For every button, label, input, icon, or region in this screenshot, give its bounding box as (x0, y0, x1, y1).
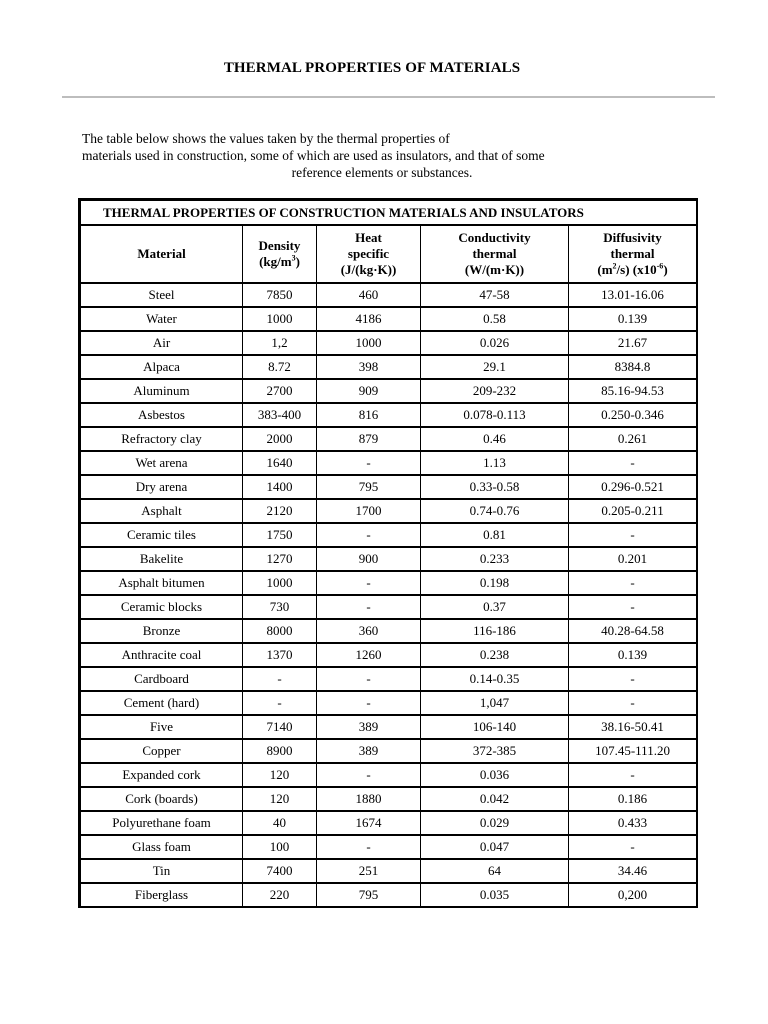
cell-material: Expanded cork (81, 763, 243, 787)
cell-conductivity: 0.33-0.58 (421, 475, 569, 499)
cell-material: Asbestos (81, 403, 243, 427)
cell-diffusivity: 21.67 (569, 331, 697, 355)
table-row (81, 499, 697, 523)
cell-material: Five (81, 715, 243, 739)
cell-specific-heat: - (317, 595, 421, 619)
cell-diffusivity: 40.28-64.58 (569, 619, 697, 643)
cell-density: 1750 (243, 523, 317, 547)
cell-diffusivity: - (569, 451, 697, 475)
cell-conductivity: 0.46 (421, 427, 569, 451)
cell-material: Copper (81, 739, 243, 763)
cell-diffusivity: 38.16-50.41 (569, 715, 697, 739)
header-diff-unit-a: (m (597, 262, 613, 277)
header-cond-line2: thermal (472, 246, 517, 261)
intro-line-3: reference elements or substances. (291, 165, 473, 180)
table-row (81, 835, 697, 859)
cell-conductivity: 0.81 (421, 523, 569, 547)
header-heat-line2: specific (347, 246, 390, 261)
table-row (81, 307, 697, 331)
cell-material: Asphalt bitumen (81, 571, 243, 595)
table-row (81, 691, 697, 715)
header-diff-unit-sup1: 2 (612, 261, 617, 271)
cell-specific-heat: 795 (317, 883, 421, 907)
cell-diffusivity: 0,200 (569, 883, 697, 907)
cell-diffusivity: 0.433 (569, 811, 697, 835)
cell-material: Air (81, 331, 243, 355)
table-row (81, 451, 697, 475)
table-row (81, 643, 697, 667)
table-row (81, 763, 697, 787)
thermal-properties-table-frame (78, 198, 698, 908)
header-heat-line3: (J/(kg·K)) (340, 262, 397, 277)
table-caption: THERMAL PROPERTIES OF CONSTRUCTION MATERIALS AND INSULATORS (81, 201, 697, 226)
table-row (81, 859, 697, 883)
document-title: THERMAL PROPERTIES OF MATERIALS (223, 60, 521, 76)
cell-specific-heat: 398 (317, 355, 421, 379)
header-cond-line3: (W/(m·K)) (464, 262, 525, 277)
cell-diffusivity: 0.201 (569, 547, 697, 571)
cell-specific-heat: - (317, 571, 421, 595)
cell-density: 220 (243, 883, 317, 907)
table-caption-row (81, 201, 697, 226)
cell-diffusivity: - (569, 763, 697, 787)
cell-density: 1000 (243, 571, 317, 595)
cell-density: 1,2 (243, 331, 317, 355)
cell-specific-heat: 4186 (317, 307, 421, 331)
cell-conductivity: 47-58 (421, 283, 569, 307)
cell-material: Glass foam (81, 835, 243, 859)
cell-material: Cork (boards) (81, 787, 243, 811)
table-row (81, 547, 697, 571)
header-diff-unit-b: /s) (x10 (616, 262, 657, 277)
cell-density: 7850 (243, 283, 317, 307)
cell-conductivity: 0.14-0.35 (421, 667, 569, 691)
cell-conductivity: 0.047 (421, 835, 569, 859)
cell-diffusivity: 13.01-16.06 (569, 283, 697, 307)
table-row (81, 595, 697, 619)
header-density-unit-b: ) (295, 254, 300, 269)
cell-specific-heat: 1700 (317, 499, 421, 523)
cell-specific-heat: 795 (317, 475, 421, 499)
header-diff-unit-c: ) (663, 262, 668, 277)
cell-density: 7140 (243, 715, 317, 739)
cell-density: 1640 (243, 451, 317, 475)
cell-material: Polyurethane foam (81, 811, 243, 835)
table-row (81, 883, 697, 907)
cell-material: Refractory clay (81, 427, 243, 451)
cell-conductivity: 0.58 (421, 307, 569, 331)
header-density-line1: Density (258, 238, 301, 253)
cell-material: Alpaca (81, 355, 243, 379)
cell-conductivity: 0.035 (421, 883, 569, 907)
cell-material: Cardboard (81, 667, 243, 691)
table-row (81, 787, 697, 811)
cell-diffusivity: - (569, 571, 697, 595)
cell-material: Cement (hard) (81, 691, 243, 715)
cell-conductivity: 0.238 (421, 643, 569, 667)
cell-density: 8.72 (243, 355, 317, 379)
cell-material: Bronze (81, 619, 243, 643)
cell-diffusivity: 85.16-94.53 (569, 379, 697, 403)
cell-density: 8900 (243, 739, 317, 763)
table-row (81, 739, 697, 763)
cell-density: 100 (243, 835, 317, 859)
cell-density: 2000 (243, 427, 317, 451)
cell-specific-heat: 1000 (317, 331, 421, 355)
cell-material: Asphalt (81, 499, 243, 523)
header-specific-heat (317, 225, 421, 283)
cell-density: - (243, 667, 317, 691)
cell-diffusivity: 34.46 (569, 859, 697, 883)
cell-conductivity: 0.042 (421, 787, 569, 811)
table-row (81, 619, 697, 643)
header-heat-line1: Heat (355, 230, 382, 245)
table-row (81, 667, 697, 691)
cell-conductivity: 116-186 (421, 619, 569, 643)
cell-diffusivity: 0.205-0.211 (569, 499, 697, 523)
header-material-label: Material (137, 246, 186, 261)
cell-specific-heat: 879 (317, 427, 421, 451)
intro-line-1: The table below shows the values taken by the thermal properties of (82, 131, 450, 146)
cell-diffusivity: - (569, 835, 697, 859)
header-material (81, 225, 243, 283)
header-thermal-conductivity (421, 225, 569, 283)
cell-material: Ceramic tiles (81, 523, 243, 547)
cell-conductivity: 0.37 (421, 595, 569, 619)
header-density (243, 225, 317, 283)
cell-conductivity: 372-385 (421, 739, 569, 763)
cell-density: 7400 (243, 859, 317, 883)
cell-material: Water (81, 307, 243, 331)
cell-conductivity: 0.74-0.76 (421, 499, 569, 523)
cell-material: Tin (81, 859, 243, 883)
table-row (81, 427, 697, 451)
table-row (81, 355, 697, 379)
cell-density: 1370 (243, 643, 317, 667)
cell-density: 120 (243, 763, 317, 787)
cell-conductivity: 1.13 (421, 451, 569, 475)
cell-conductivity: 0.233 (421, 547, 569, 571)
cell-specific-heat: 1260 (317, 643, 421, 667)
table-row (81, 571, 697, 595)
cell-specific-heat: 909 (317, 379, 421, 403)
cell-specific-heat: - (317, 835, 421, 859)
cell-density: 2120 (243, 499, 317, 523)
table-row (81, 403, 697, 427)
intro-paragraph (82, 130, 682, 181)
cell-diffusivity: 0.261 (569, 427, 697, 451)
header-density-unit-sup: 3 (291, 253, 296, 263)
cell-diffusivity: 0.186 (569, 787, 697, 811)
cell-conductivity: 106-140 (421, 715, 569, 739)
horizontal-divider (62, 96, 715, 98)
header-diff-unit-sup2: -6 (656, 261, 664, 271)
cell-diffusivity: - (569, 667, 697, 691)
table-row (81, 811, 697, 835)
cell-specific-heat: - (317, 667, 421, 691)
header-cond-line1: Conductivity (458, 230, 531, 245)
intro-line-2: materials used in construction, some of which are used as insulators, and that of some (82, 148, 545, 163)
cell-conductivity: 29.1 (421, 355, 569, 379)
table-row (81, 379, 697, 403)
header-density-unit-a: (kg/m (259, 254, 292, 269)
cell-diffusivity: - (569, 523, 697, 547)
table-row (81, 331, 697, 355)
cell-diffusivity: 0.250-0.346 (569, 403, 697, 427)
cell-density: 2700 (243, 379, 317, 403)
table-row (81, 475, 697, 499)
cell-specific-heat: 460 (317, 283, 421, 307)
table-header-row (81, 225, 697, 283)
thermal-properties-table (80, 200, 697, 907)
cell-specific-heat: 251 (317, 859, 421, 883)
cell-diffusivity: - (569, 595, 697, 619)
cell-conductivity: 64 (421, 859, 569, 883)
cell-conductivity: 0.036 (421, 763, 569, 787)
cell-material: Aluminum (81, 379, 243, 403)
cell-specific-heat: 816 (317, 403, 421, 427)
cell-density: 1270 (243, 547, 317, 571)
cell-density: 40 (243, 811, 317, 835)
cell-material: Bakelite (81, 547, 243, 571)
cell-material: Anthracite coal (81, 643, 243, 667)
cell-specific-heat: 1880 (317, 787, 421, 811)
cell-diffusivity: - (569, 691, 697, 715)
cell-density: - (243, 691, 317, 715)
cell-specific-heat: - (317, 451, 421, 475)
cell-specific-heat: 900 (317, 547, 421, 571)
cell-specific-heat: 1674 (317, 811, 421, 835)
cell-density: 383-400 (243, 403, 317, 427)
cell-density: 1400 (243, 475, 317, 499)
cell-material: Steel (81, 283, 243, 307)
cell-diffusivity: 8384.8 (569, 355, 697, 379)
cell-density: 730 (243, 595, 317, 619)
cell-specific-heat: 389 (317, 739, 421, 763)
cell-conductivity: 0.029 (421, 811, 569, 835)
cell-material: Fiberglass (81, 883, 243, 907)
cell-conductivity: 0.026 (421, 331, 569, 355)
cell-density: 120 (243, 787, 317, 811)
cell-material: Wet arena (81, 451, 243, 475)
cell-specific-heat: 389 (317, 715, 421, 739)
cell-conductivity: 0.198 (421, 571, 569, 595)
header-diff-line1: Diffusivity (603, 230, 662, 245)
cell-specific-heat: - (317, 691, 421, 715)
cell-density: 1000 (243, 307, 317, 331)
cell-diffusivity: 0.139 (569, 643, 697, 667)
cell-diffusivity: 0.296-0.521 (569, 475, 697, 499)
cell-conductivity: 1,047 (421, 691, 569, 715)
cell-specific-heat: - (317, 763, 421, 787)
cell-conductivity: 209-232 (421, 379, 569, 403)
cell-diffusivity: 0.139 (569, 307, 697, 331)
cell-diffusivity: 107.45-111.20 (569, 739, 697, 763)
cell-material: Ceramic blocks (81, 595, 243, 619)
cell-conductivity: 0.078-0.113 (421, 403, 569, 427)
cell-material: Dry arena (81, 475, 243, 499)
table-row (81, 715, 697, 739)
table-row (81, 523, 697, 547)
header-thermal-diffusivity (569, 225, 697, 283)
cell-specific-heat: - (317, 523, 421, 547)
cell-specific-heat: 360 (317, 619, 421, 643)
cell-density: 8000 (243, 619, 317, 643)
table-row (81, 283, 697, 307)
header-diff-line2: thermal (610, 246, 655, 261)
